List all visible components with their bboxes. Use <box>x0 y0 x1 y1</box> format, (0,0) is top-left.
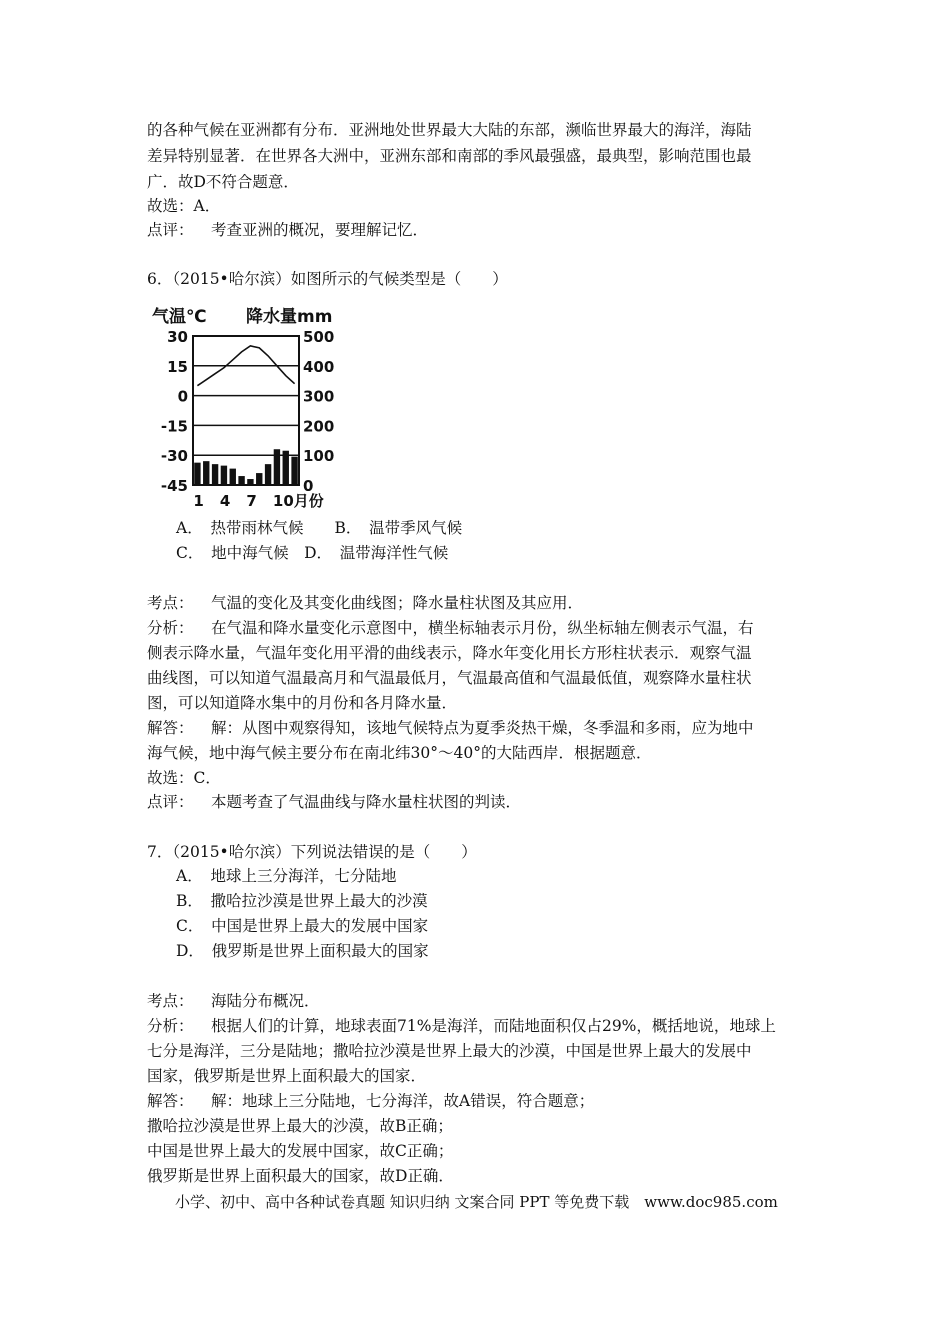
point-tag: 考点： <box>147 594 194 612</box>
point-tag: 考点： <box>147 992 194 1010</box>
month-axis-ticks <box>193 492 323 510</box>
temperature-tick-label: 15 <box>167 357 188 376</box>
q5-comment <box>147 218 428 242</box>
q7-solution-4: 俄罗斯是世界上面积最大的国家，故D正确． <box>147 1167 454 1185</box>
q6-analysis-2: 侧表示降水量，气温年变化用平滑的曲线表示，降水年变化用长方形柱状表示．观察气温 <box>147 644 752 662</box>
q6-options-ab: A． 热带雨林气候 B． 温带季风气候 <box>176 519 463 537</box>
solution-tag: 解答： <box>147 1092 194 1110</box>
precipitation-tick-label: 400 <box>303 357 335 376</box>
point-text: 海陆分布概况． <box>211 992 320 1010</box>
intro-line-3: 广．故D不符合题意． <box>147 173 299 191</box>
temperature-axis-ticks <box>161 328 188 495</box>
month-tick-label: 4 <box>219 492 231 510</box>
precipitation-tick-label: 200 <box>303 417 335 436</box>
chart-title-temperature: 气温℃ <box>152 307 207 327</box>
precipitation-bar <box>203 461 209 485</box>
temperature-tick-label: -15 <box>160 417 188 436</box>
precipitation-tick-label: 100 <box>303 447 335 466</box>
precipitation-bar <box>212 464 218 485</box>
comment-tag: 点评： <box>147 221 194 239</box>
q7-option-c: C． 中国是世界上最大的发展中国家 <box>176 917 429 935</box>
q7-analysis-3: 国家，俄罗斯是世界上面积最大的国家． <box>147 1067 427 1085</box>
comment-tag: 点评： <box>147 793 194 811</box>
q6-answer: 故选：C． <box>147 769 221 787</box>
temperature-tick-label: 0 <box>177 387 188 406</box>
month-tick-label: 1 <box>193 492 204 510</box>
analysis-tag: 分析： <box>147 1017 194 1035</box>
solution-text: 解：地球上三分陆地，七分海洋，故A错误，符合题意； <box>211 1092 595 1110</box>
precipitation-bar <box>230 469 236 485</box>
precipitation-tick-label: 300 <box>303 387 335 406</box>
q6-analysis-3: 曲线图，可以知道气温最高月和气温最低月，气温最高值和气温最低值，观察降水量柱状 <box>147 669 752 687</box>
q7-option-b: B． 撒哈拉沙漠是世界上最大的沙漠 <box>176 892 428 910</box>
precipitation-bar <box>283 451 289 485</box>
precipitation-bar <box>221 466 227 485</box>
temperature-tick-label: -30 <box>160 447 188 466</box>
precipitation-bar <box>291 457 297 485</box>
precipitation-bar <box>265 464 271 485</box>
q6-comment <box>147 790 521 814</box>
chart-title-precipitation: 降水量mm <box>246 307 333 327</box>
q6-stem: 6．（2015•哈尔滨）如图所示的气候类型是（ ） <box>147 270 508 288</box>
q6-solution-1 <box>147 716 754 740</box>
q7-option-d: D． 俄罗斯是世界上面积最大的国家 <box>176 942 429 960</box>
q6-point <box>147 591 583 615</box>
comment-text: 考查亚洲的概况，要理解记忆． <box>211 221 429 239</box>
q7-solution-1 <box>147 1089 594 1113</box>
precipitation-tick-label: 500 <box>303 328 335 346</box>
q7-stem: 7．（2015•哈尔滨）下列说法错误的是（ ） <box>147 843 477 861</box>
month-tick-label: 10月份 <box>272 492 324 510</box>
intro-line-2: 差异特别显著．在世界各大洲中，亚洲东部和南部的季风最强盛，最典型，影响范围也最 <box>147 147 752 165</box>
precipitation-bar <box>247 479 253 485</box>
precipitation-bar <box>274 449 280 485</box>
q7-option-a: A． 地球上三分海洋，七分陆地 <box>176 867 397 885</box>
intro-line-1: 的各种气候在亚洲都有分布．亚洲地处世界最大大陆的东部，濒临世界最大的海洋，海陆 <box>147 121 752 139</box>
precipitation-bar <box>194 463 200 485</box>
temperature-tick-label: -45 <box>160 477 188 495</box>
precipitation-tick-label: 0 <box>303 477 314 495</box>
precipitation-axis-ticks <box>303 328 334 495</box>
solution-text: 解：从图中观察得知，该地气候特点为夏季炎热干燥，冬季温和多雨，应为地中 <box>211 719 754 737</box>
analysis-tag: 分析： <box>147 619 194 637</box>
q7-solution-3: 中国是世界上最大的发展中国家，故C正确； <box>147 1142 454 1160</box>
precipitation-bar <box>238 476 244 485</box>
climate-chart <box>152 300 342 512</box>
q5-answer: 故选：A． <box>147 197 221 215</box>
q6-solution-2: 海气候，地中海气候主要分布在南北纬30°～40°的大陆西岸．根据题意． <box>147 744 652 762</box>
q6-options-cd: C． 地中海气候 D． 温带海洋性气候 <box>176 544 449 562</box>
q7-point <box>147 989 320 1013</box>
analysis-text: 根据人们的计算，地球表面71%是海洋，而陆地面积仅占29%，概括地说，地球上 <box>211 1017 776 1035</box>
gridlines <box>193 366 299 455</box>
solution-tag: 解答： <box>147 719 194 737</box>
temperature-tick-label: 30 <box>167 328 188 346</box>
month-tick-label: 7 <box>246 492 257 510</box>
q6-analysis-1 <box>147 616 754 640</box>
analysis-text: 在气温和降水量变化示意图中，横坐标轴表示月份，纵坐标轴左侧表示气温，右 <box>211 619 754 637</box>
comment-text: 本题考查了气温曲线与降水量柱状图的判读． <box>211 793 522 811</box>
q6-analysis-4: 图，可以知道降水集中的月份和各月降水量． <box>147 694 458 712</box>
q7-solution-2: 撒哈拉沙漠是世界上最大的沙漠，故B正确； <box>147 1117 453 1135</box>
q7-analysis-2: 七分是海洋，三分是陆地；撒哈拉沙漠是世界上最大的沙漠，中国是世界上最大的发展中 <box>147 1042 752 1060</box>
page-footer: 小学、初中、高中各种试卷真题 知识归纳 文案合同 PPT 等免费下载 www.doc985.com <box>175 1193 778 1211</box>
precipitation-bar <box>256 473 262 485</box>
point-text: 气温的变化及其变化曲线图；降水量柱状图及其应用． <box>211 594 584 612</box>
q7-analysis-1 <box>147 1014 776 1038</box>
